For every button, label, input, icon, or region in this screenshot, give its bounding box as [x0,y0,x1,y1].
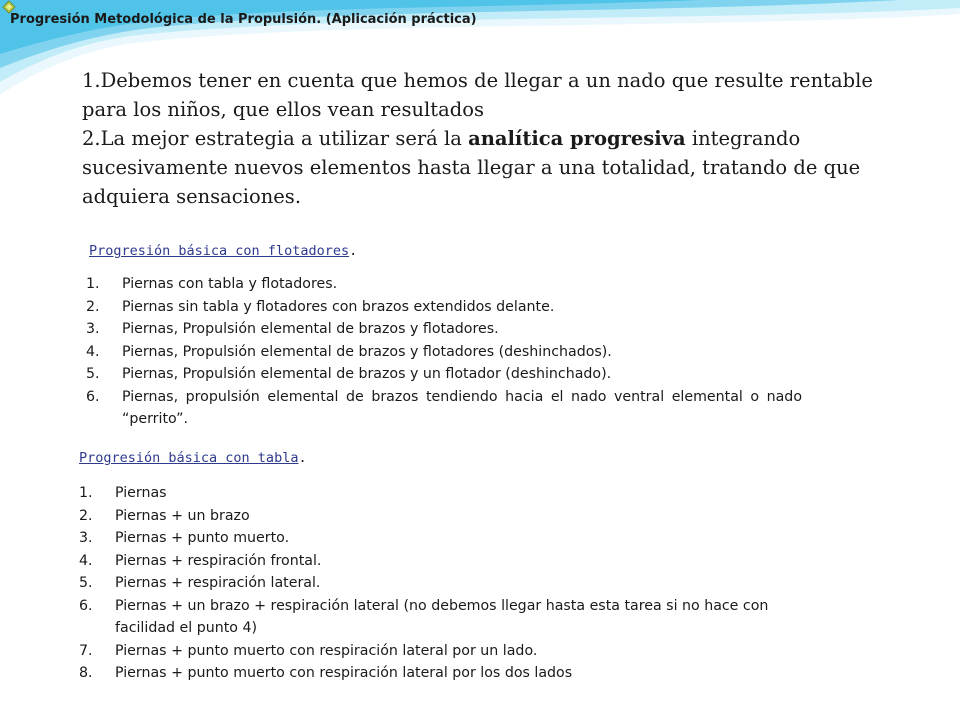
list-item-text: Piernas + punto muerto con respiración lateral por los dos lados [115,665,573,681]
section-2-heading-suffix: . [298,450,307,466]
list-item-number: 7. [79,642,93,659]
list-item-number: 6. [79,597,93,614]
list-item [79,662,799,685]
list-item [86,363,802,386]
list-item [79,550,799,573]
intro-paragraph-2-end: integrando sucesivamente nuevos elementos hasta llegar a una totalidad, tratando de que adquiera sensaciones. [82,127,861,208]
list-item-text: Piernas + punto muerto. [115,530,290,546]
list-item [86,273,802,296]
list-item-number: 4. [86,343,100,360]
list-item-text: Piernas sin tabla y flotadores con brazos extendidos delante. [122,298,555,315]
list-item-number: 1. [86,276,100,292]
list-item-number: 6. [86,388,100,405]
page-title: Progresión Metodológica de la Propulsión. (Aplicación práctica) [10,12,477,27]
list-item-text: Piernas + respiración lateral. [115,575,321,591]
list-item-text: Piernas, Propulsión elemental de brazos y flotadores. [122,321,499,337]
list-item [79,595,799,640]
list-item [86,386,802,431]
list-item [79,482,799,505]
intro-text [82,66,902,211]
list-item-number: 2. [86,298,100,315]
list-item-text: Piernas, Propulsión elemental de brazos y un flotador (deshinchado). [122,366,612,382]
list-item-text: Piernas + punto muerto con respiración lateral por un lado. [115,642,538,659]
list-item-number: 3. [86,321,100,337]
section-2-list [79,482,799,685]
list-item [79,527,799,550]
list-item [86,318,802,341]
list-item-number: 8. [79,665,93,681]
list-item-text: Piernas, Propulsión elemental de brazos y flotadores (deshinchados). [122,343,612,360]
intro-paragraph-2-start: 2.La mejor estrategia a utilizar será la [82,127,469,150]
list-item [79,505,799,528]
list-item-text: Piernas con tabla y flotadores. [122,276,338,292]
list-item [86,341,802,364]
list-item-text: Piernas [115,485,167,501]
list-item-text: Piernas, propulsión elemental de brazos tendiendo hacia el nado ventral elemental o nado “perrito”. [122,388,802,427]
section-1-heading-suffix: . [349,243,358,259]
section-2-heading [79,450,307,466]
intro-paragraph-2 [82,124,902,211]
list-item-text: Piernas + un brazo [115,507,250,524]
section-1-heading [89,243,357,259]
section-2-heading-text: Progresión básica con tabla [79,450,299,466]
list-item-number: 5. [86,366,100,382]
intro-paragraph-2-emphasis: analítica progresiva [468,127,686,150]
list-item-number: 4. [79,552,93,569]
list-item-number: 1. [79,485,93,501]
list-item-text: Piernas + respiración frontal. [115,552,322,569]
list-item [86,296,802,319]
list-item-number: 5. [79,575,93,591]
list-item-number: 2. [79,507,93,524]
section-1-list [86,273,802,431]
section-1-heading-text: Progresión básica con flotadores [89,243,350,259]
intro-paragraph-1: 1.Debemos tener en cuenta que hemos de llegar a un nado que resulte rentable para los niños, que ellos vean resultados [82,69,873,121]
list-item [79,572,799,595]
list-item [79,640,799,663]
list-item-number: 3. [79,530,93,546]
list-item-text: Piernas + un brazo + respiración lateral (no debemos llegar hasta esta tarea si no hace con facilidad el punto 4) [115,597,769,636]
